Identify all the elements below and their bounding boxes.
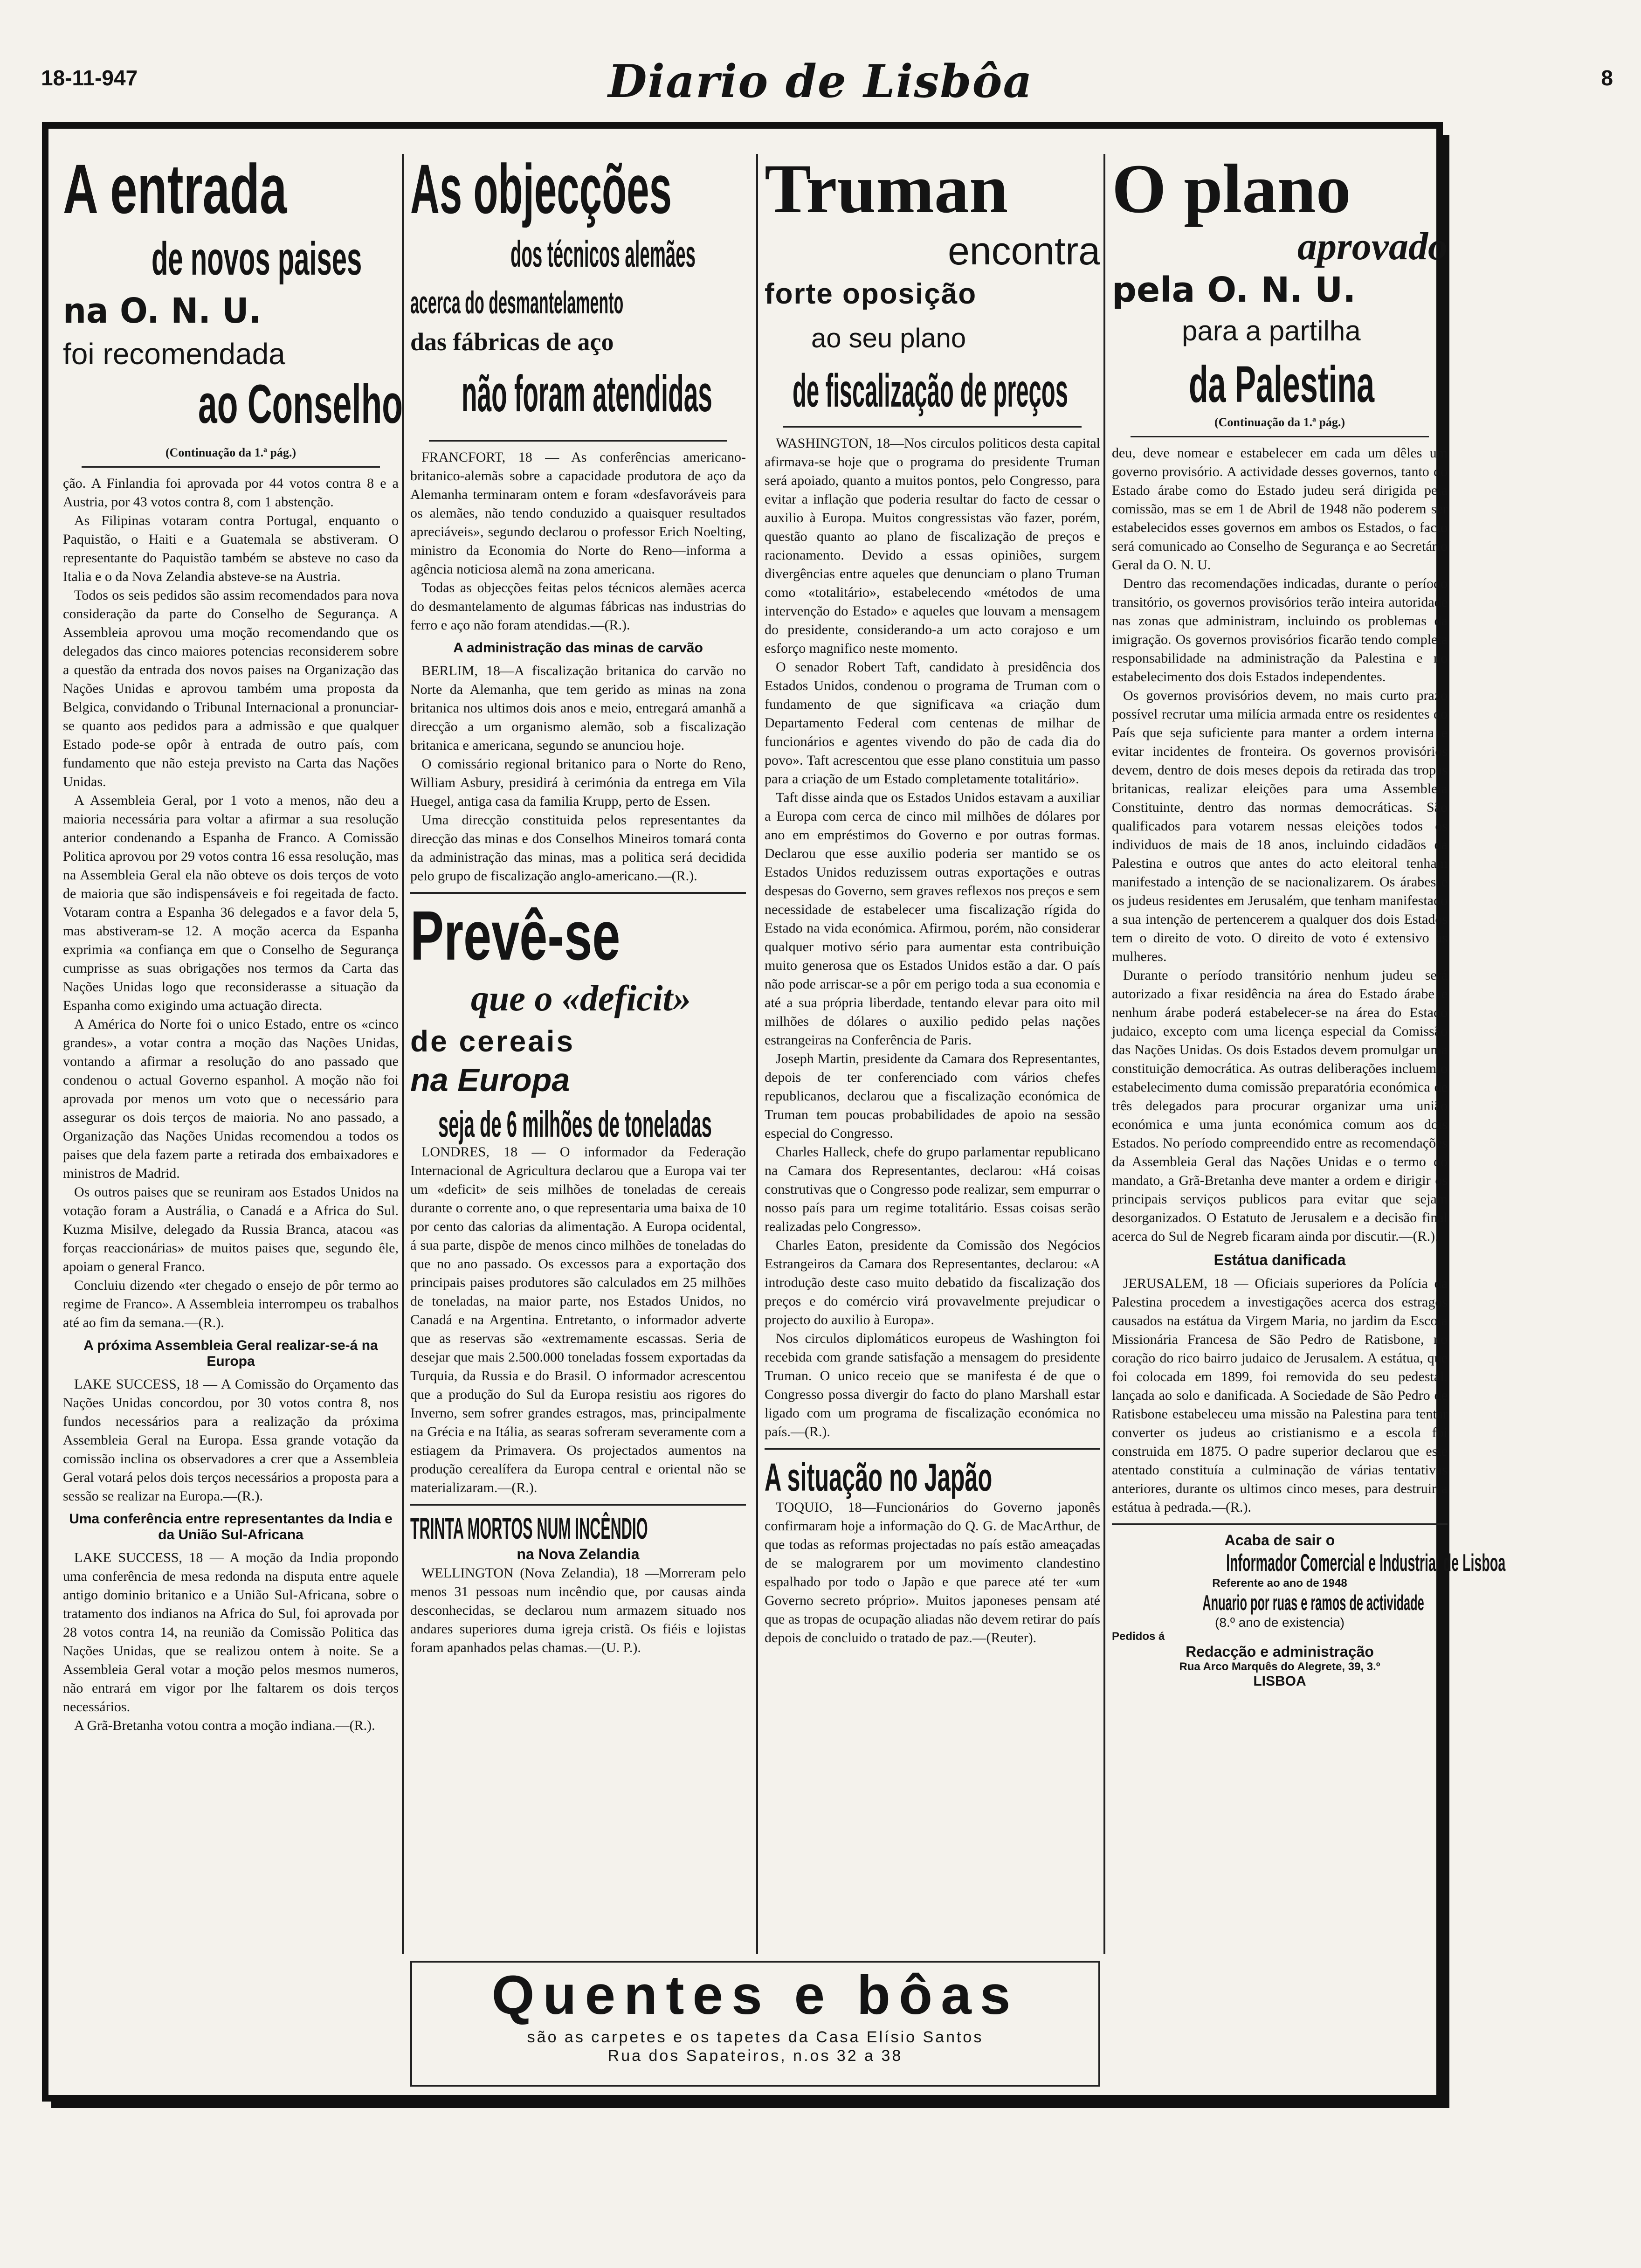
paragraph: Uma direcção constituida pelos representantes da direcção das minas e dos Conselhos Mineiros tomará conta da administração das minas, mas a politica será decidida pelo grupo de fiscalização anglo-americano.—(R.). (410, 812, 746, 884)
article-body (410, 1564, 746, 1657)
headline-line: Truman (765, 150, 1008, 228)
article-body (410, 448, 746, 635)
headline-line: aprovado (1297, 225, 1448, 268)
column-rule (1103, 154, 1105, 1954)
notice-line: Redacção e administração (1186, 1643, 1374, 1660)
headline-line: dos técnicos alemães (510, 233, 696, 275)
headline-block (1112, 150, 1448, 413)
paragraph: WELLINGTON (Nova Zelandia), 18 —Morreram pelo menos 31 pessoas num incêndio que, por causas ainda desconhecidas, se declarou num armazem situado nos andares superiores duma igreja cristã. Os fiéis e lojistas foram apanhados pelas chamas.—(U. P.). (410, 1565, 746, 1655)
divider (429, 440, 727, 442)
headline-line: que o «deficit» (471, 978, 691, 1018)
paragraph: TOQUIO, 18—Funcionários do Governo japonês confirmaram hoje a informação do Q. G. de MacArthur, de que todas as reformas projectadas no país estão ameaçadas de se malograrem por um movimento clandestino espalhado por todo o Japão e que parece até ter «um Governo secreto próprio». Muitos japoneses pensam até que as tropas de ocupação aliadas não devem retirar do país depois de concluido o tratado de paz.—(Reuter). (765, 1500, 1100, 1646)
headline-line: ao Conselho (198, 373, 403, 435)
paragraph: Joseph Martin, presidente da Camara dos Representantes, depois de ter conferenciado com vários chefes republicanos, declarou que a fiscalização económica de Truman tem poucas probabilidades de apoio na sessão especial do Congresso. (765, 1051, 1100, 1141)
advertisement (410, 1961, 1100, 2087)
headline-line: TRINTA MORTOS NUM INCÊNDIO (410, 1512, 648, 1545)
headline-line: das fábricas de aço (410, 328, 614, 356)
divider (410, 892, 746, 894)
article-body (63, 1549, 399, 1735)
paragraph: Os governos provisórios devem, no mais curto prazo possível recrutar uma milícia armada entre os residentes do País que seja suficiente para manter a ordem interna e evitar incidentes de fronteira. Os governos provisórios devem, dentro de dois meses depois da retirada das tropas britanicas, realizar eleições para uma Assembleia Constituinte, dentro das normas democráticas. São qualificados para votarem nessas eleições todos os individuos de mais de 18 anos, incluindo cidadãos da Palestina e outros que antes do acto eleitoral tenham manifestado a intenção de se nacionalizarem. Os árabes e os judeus residentes em Jerusalém, que tenham manifestado a sua intenção de pertencerem a qualquer dos dois Estados tem o direito de voto. O direito de voto é extensivo ás mulheres. (1112, 688, 1448, 964)
article-body (1112, 1274, 1448, 1517)
masthead (0, 0, 1641, 121)
paragraph: ção. A Finlandia foi aprovada por 44 votos contra 8 e a Austria, por 43 votos contra 8, com 1 abstenção. (63, 476, 399, 510)
divider (410, 1504, 746, 1506)
divider (1131, 436, 1429, 437)
paragraph: Dentro das recomendações indicadas, durante o período transitório, os governos provisórios terão inteira autoridade nas zonas que administram, incluindo os problemas da imigração. Os governos provisórios ficarão tendo completa responsabilidade na administração da Palestina e no estabelecimento dos dois Estados independentes. (1112, 576, 1448, 685)
headline-line: na O. N. U. (63, 291, 262, 331)
headline-line: encontra (948, 229, 1100, 273)
headline-line: A entrada (63, 150, 287, 228)
paragraph: deu, deve nomear e estabelecer em cada um dêles um governo provisório. A actividade desses governos, tanto do Estado árabe como do Estado judeu será dirigida pela comissão, mas se em 1 de Abril de 1948 não poderem ser estabelecidos esses governos em ambos os Estados, o facto será comunicado ao Conselho de Segurança e ao Secretário Geral da O. N. U. (1112, 445, 1448, 573)
headline-line: não foram atendidas (462, 365, 712, 422)
paragraph: Os outros paises que se reuniram aos Estados Unidos na votação foram a Austrália, o Canadá e a Africa do Sul. Kuzma Misilve, delegado da Russia Branca, atacou «as forças reaccionárias» de muitos paises que, segundo êle, apoiam o general Franco. (63, 1184, 399, 1274)
newspaper-title: Diario de Lisbôa (608, 55, 1033, 108)
subheading: A administração das minas de carvão (453, 640, 703, 656)
headline-line: pela O. N. U. (1112, 270, 1356, 310)
headline-line: de cereais (410, 1024, 575, 1058)
page-number: 8 (1601, 66, 1613, 90)
column-rule (756, 154, 758, 1954)
frame-shadow-bottom (51, 2102, 1449, 2108)
paragraph: LONDRES, 18 — O informador da Federação Internacional de Agricultura declarou que a Europa vai ter um «deficit» de seis milhões de toneladas de cereais durante o corrente ano, o que representaria uma baixa de 10 por cento das calorias da alimentação. A Europa ocidental, á sua parte, dispõe de menos cinco milhões de toneladas do que no ano passado. Os excessos para a exportação dos principais paises produtores são calculados em 25 milhões de toneladas, na maior parte, nos Estados Unidos, no Canadá e na Argentina. Entretanto, o informador adverte que as reservas são «extremamente escassas. Seria de desejar que mais 2.500.000 toneladas fossem exportadas da Turquia, da Russia e do Brasil. O informador acrescentou que a produção do Sul da Europa resistiu aos rigores do Inverno, sem sofrer grandes estragos, mas, principalmente na Grécia e na Itália, as searas sofreram severamente com a estiagem da Primavera. Os projectados aumentos na produção cerealífera da Europa central e oriental não se materializaram.—(R.). (410, 1144, 746, 1495)
divider (783, 426, 1082, 428)
headline-block (410, 896, 746, 1145)
headline-line: As objecções (410, 150, 672, 228)
paragraph: Todos os seis pedidos são assim recomendados para nova consideração da parte do Conselho de Segurança. A Assembleia aprovou uma moção recomendando que os delegados das cinco maiores potencias reconsiderem sobre a questão da entrada dos novos paises na Organização das Nações Unidas e aprovou também uma proposta da Belgica, convidando o Tribunal Internacional a pronunciar-se quanto aos pedidos para a admissão e que qualquer Estado pode-se opôr à entrada de outro país, com fundamento que não esteja previsto na Carta das Nações Unidas. (63, 588, 399, 789)
paragraph: BERLIM, 18—A fiscalização britanica do carvão no Norte da Alemanha, que tem gerido as minas na zona britanica nos ultimos dois anos e meio, entregará amanhã a direcção a um organismo alemão, sob a fiscalização britanica e americana, segundo se anunciou hoje. (410, 663, 746, 753)
issue-date: 18-11-947 (41, 66, 138, 90)
column-4 (1112, 150, 1506, 1689)
subheading: na Nova Zelandia (517, 1546, 640, 1563)
article-body (410, 662, 746, 885)
publication-notice (1112, 1532, 1506, 1689)
paragraph: As Filipinas votaram contra Portugal, enquanto o Paquistão, o Haiti e a Guatemala se abstiveram. O representante do Paquistão também se absteve no caso da Italia e o da Nova Zelandia absteve-se na Austria. (63, 513, 399, 584)
article-body (765, 1498, 1100, 1647)
divider (765, 1448, 1100, 1450)
paragraph: LAKE SUCCESS, 18 — A Comissão do Orçamento das Nações Unidas concordou, por 30 votos contra 8, nos fundos necessários para a realização da próxima Assembleia Geral na Europa. Essa grande votação da comissão inclina os observadores a crer que a Assembleia Geral votará pelos dois terços necessários a proposta para a sessão se realizar na Europa.—(R.). (63, 1376, 399, 1504)
notice-line: Referente ao ano de 1948 (1212, 1577, 1347, 1590)
headline-line: foi recomendada (63, 337, 285, 371)
paragraph: Todas as objecções feitas pelos técnicos alemães acerca do desmantelamento de algumas fábricas nas industrias do ferro e aço não foram atendidas.—(R.). (410, 580, 746, 633)
notice-line: (8.º ano de existencia) (1215, 1615, 1345, 1630)
headline-block (410, 150, 746, 434)
paragraph: FRANCFORT, 18 — As conferências americano-britanico-alemãs sobre a capacidade produtora de aço da Alemanha terminaram ontem e foram «desfavoráveis para os alemães, não tendo conduzido a quaisquer resultados apreciáveis», segundo declarou o professor Erich Noelting, ministro da Economia do Norte do Reno—informa a agência noticiosa alemã na zona americana. (410, 449, 746, 577)
article-body (410, 1143, 746, 1497)
article-body (63, 474, 399, 1332)
divider (1112, 1523, 1448, 1525)
paragraph: JERUSALEM, 18 — Oficiais superiores da Polícia da Palestina procedem a investigações acerca dos estragos causados na estátua da Virgem Maria, no jardim da Escola Missionária Francesa de São Pedro de Ratisbone, no coração do rico bairro judaico de Jerusalem. A estátua, que foi colocada em 1899, foi removida do seu pedestal, lançada ao solo e danificada. A Sociedade de São Pedro de Ratisbone estabeleceu uma missão na Palestina para tentar converter os judeus ao cristianismo e a escola foi construida em 1875. O padre superior declarou que este atentado constituía a culminação de várias tentativas anteriores, durante os ultimos cinco meses, para destruir a estátua à pedrada.—(R.). (1112, 1276, 1448, 1515)
paragraph: A Assembleia Geral, por 1 voto a menos, não deu a maioria necessária para voltar a afirmar a sua resolução anterior condenando a Espanha de Franco. A Comissão Politica aprovou por 29 votos contra 16 essa resolução, mas na Assembleia Geral ela não obteve os dois terços de voto de maioria que são indispensáveis e foi regeitada de facto. Votaram contra a Espanha 36 delegados e a favor dela 5, mas abstiveram-se 12. A moção acerca da Espanha exprimia «a confiança em que o Conselho de Segurança cumprisse as suas obrigações nos termos da Carta das Nações Unidas logo que reconsiderasse a situação da Espanha como exigindo uma actuação directa. (63, 793, 399, 1013)
article-body (1112, 444, 1448, 1246)
notice-line: Pedidos á (1112, 1630, 1165, 1643)
continuation-note: (Continuação da 1.ª pág.) (1214, 415, 1345, 429)
headline-line: seja de 6 milhões de toneladas (438, 1103, 712, 1145)
notice-line: Anuario por ruas e ramos de actividade (1202, 1590, 1424, 1615)
headline-line: A situação no Japão (765, 1455, 993, 1499)
headline-line: acerca do desmantelamento (410, 285, 624, 320)
subheading: Uma conferência entre representantes da India e da União Sul-Africana (69, 1511, 393, 1542)
paragraph: A Grã-Bretanha votou contra a moção indiana.—(R.). (74, 1718, 375, 1733)
headline-line: forte oposição (765, 278, 977, 310)
headline-line: Prevê-se (410, 896, 621, 975)
headline-line: de novos paises (152, 233, 362, 285)
article-body (765, 434, 1100, 1441)
headline-line: da Palestina (1189, 356, 1375, 413)
headline-line: de fiscalização de preços (793, 365, 1068, 417)
headline-line: O plano (1112, 150, 1351, 228)
continuation-note: (Continuação da 1.ª pág.) (165, 446, 296, 459)
subheading: Estátua danificada (1214, 1252, 1346, 1268)
subheading: A próxima Assembleia Geral realizar-se-á na Europa (83, 1338, 378, 1369)
headline-line: na Europa (410, 1062, 570, 1098)
paragraph: Concluiu dizendo «ter chegado o ensejo de pôr termo ao regime de Franco». A Assembleia interrompeu os trabalhos até ao fim da semana.—(R.). (63, 1278, 399, 1330)
paragraph: WASHINGTON, 18—Nos circulos politicos desta capital afirmava-se hoje que o programa do presidente Truman será apoiado, quanto a muitos pontos, pelo Congresso, para evitar a inflação que poderia resultar do facto de cessar o auxilio à Europa. Muitos congressistas vão fazer, porém, questão quanto ao plano de fiscalização de preços e racionamento. Devido a essas opiniões, surgem divergências entre aqueles que denunciam o plano Truman como «totalitário», estabelecendo «métodos de uma intervenção do Estado» e aqueles que louvam a mensagem do presidente, considerando-a um acto corajoso e um esforço magnifico neste momento. (765, 436, 1100, 656)
column-2 (410, 150, 746, 1657)
column-1 (63, 150, 403, 1735)
paragraph: O comissário regional britanico para o Norte do Reno, William Asbury, presidirá à cerimónia da entrega em Vila Huegel, antiga casa da familia Krupp, perto de Essen. (410, 756, 746, 809)
ad-headline: Quentes e bôas (491, 1964, 1019, 2026)
paragraph: Nos circulos diplomáticos europeus de Washington foi recebida com grande satisfação a mensagem do presidente Truman. O unico receio que se manifesta é de que o Congresso possa divergir do facto do plano Marshall estar ligado com um programa de fiscalização económica no país.—(R.). (765, 1331, 1100, 1439)
ad-line: são as carpetes e os tapetes da Casa Elísio Santos (527, 2028, 984, 2046)
paragraph: Charles Halleck, chefe do grupo parlamentar republicano na Camara dos Representantes, declarou: «Há coisas construtivas que o Congresso pode realizar, sem empurrar o nosso país para um regime totalitário. Essas coisas serão realizadas pelo Congresso». (765, 1144, 1100, 1234)
headline-line: ao seu plano (811, 323, 966, 353)
paragraph: O senador Robert Taft, candidato à presidência dos Estados Unidos, condenou o programa de Truman com o fundamento de que significava «a criação dum Departamento Federal com centenas de milhar de funcionários e agentes vivendo do pão de cada dia do povo». Taft acrescentou que esse plano constituia um passo para a criação de um Estado completamente totalitário». (765, 659, 1100, 787)
paragraph: Taft disse ainda que os Estados Unidos estavam a auxiliar a Europa com cerca de cinco mil milhões de dólares por ano em empréstimos do Governo e por outras formas. Declarou que esse auxilio poderia ser mantido se os Estados Unidos reduzissem outras exportações e outras despesas do Governo, sem graves reflexos nos preços e sem necessidade de estabelecer uma fiscalização rígida do Estado na vida económica. Afirmou, porém, não considerar qualquer motivo sério para aumentar esta contribuição muito generosa que os Estados Unidos estão a dar. O país não pode arriscar-se a pôr em perigo toda a sua economia e até a sua própria liberdade, tentando elevar para oito mil milhões de dólares o auxilio pedido pelas nações estrangeiras na Conferência de Paris. (765, 790, 1100, 1048)
notice-line: LISBOA (1253, 1673, 1306, 1689)
paragraph: A América do Norte foi o unico Estado, entre os «cinco grandes», a votar contra a moção das Nações Unidas, vontando a afirmar a resolução do ano passado que condenou o actual Governo espanhol. A moção não foi aprovada por menos um voto que o necessário para assegurar os dois terços de maioria. No ano passado, a Organização das Nações Unidas recomendou a todos os paises que dela fazem parte a retirada dos embaixadores e ministros de Madrid. (63, 1016, 399, 1181)
paragraph: LAKE SUCCESS, 18 — A moção da India propondo uma conferência de mesa redonda na disputa entre aquele antigo dominio britanico e a União Sul-Africana, sobre o tratamento dos indianos na Africa do Sul, foi aprovada por 28 votos contra 14, na reunião da Comissão Politica das Nações Unidas, que se realizou ontem à noite. Se a Assembleia Geral votar a moção pelos mesmos numeros, não entrará em vigor por lhe faltarem os dois terços necessários. (63, 1550, 399, 1715)
paragraph: Durante o período transitório nenhum judeu será autorizado a fixar residência na área do Estado árabe e nenhum árabe poderá estabelecer-se na área do Estado judaico, excepto com uma licença especial da Comissão das Nações Unidas. Os dois Estados devem promulgar uma constituição democrática. As outras deliberações incluem o estabelecimento duma comissão preparatória económica de três delegados para procurar organizar uma união económica e uma junta económica comum aos dois Estados. No período compreendido entre as recomendações da Assembleia Geral das Nações Unidas e o termo do mandato, a Grã-Bretanha deve manter a ordem e dirigir os principais serviços publicos para evitar que sejam desorganizados. O Estatuto de Jerusalem e a decisão final acerca do Sul de Negreb ficaram ainda por discutir.—(R.). (1112, 968, 1448, 1244)
headline-line: para a partilha (1182, 315, 1361, 346)
notice-title: Informador Comercial e Industrial de Lisboa (1226, 1549, 1506, 1577)
ad-line: Rua dos Sapateiros, n.os 32 a 38 (607, 2047, 903, 2065)
divider (82, 466, 380, 468)
notice-line: Rua Arco Marquês do Alegrete, 39, 3.º (1179, 1660, 1380, 1673)
paragraph: Charles Eaton, presidente da Comissão dos Negócios Estrangeiros da Camara dos Representantes, declarou: «A introdução deste caso muito debatido da fiscalização dos preços e do comércio virá provavelmente prejudicar o projecto do auxilio à Europa». (765, 1238, 1100, 1328)
article-body (63, 1375, 399, 1506)
notice-line: Acaba de sair o (1224, 1532, 1335, 1549)
headline-block (63, 150, 403, 443)
column-3 (765, 150, 1100, 1647)
headline-block (765, 150, 1100, 420)
